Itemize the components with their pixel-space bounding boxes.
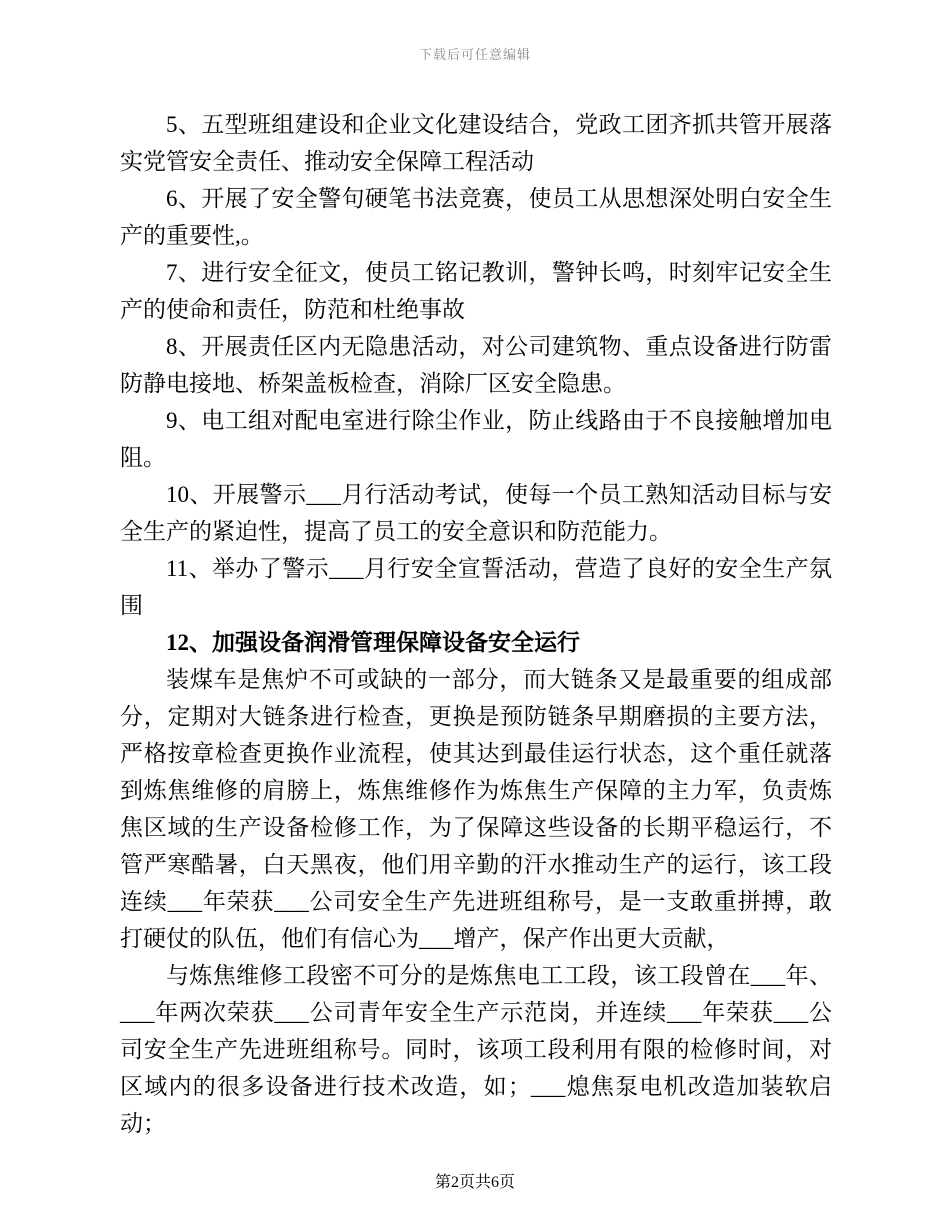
page-number: 第2页共6页 xyxy=(434,1174,515,1191)
paragraph-item-11: 11、举办了警示___月行安全宣誓活动，营造了良好的安全生产氛围 xyxy=(120,556,832,618)
paragraph-item-6: 6、开展了安全警句硬笔书法竞赛，使员工从思想深处明白安全生产的重要性,。 xyxy=(120,186,832,248)
paragraph-body-coking-maintenance: 装煤车是焦炉不可或缺的一部分，而大链条又是最重要的组成部分，定期对大链条进行检查，更换是预防链条早期磨损的主要方法，严格按章检查更换作业流程，使其达到最佳运行状态，这个重任就落到炼焦维修的肩膀上，炼焦维修作为炼焦生产保障的主力军，负责炼焦区域的生产设备检修工作，为了保障这些设备的长期平稳运行，不管严寒酷暑，白天黑夜，他们用辛勤的汗水推动生产的运行，该工段连续___年荣获___公司安全生产先进班组称号，是一支敢重拼搏，敢打硬仗的队伍，他们有信心为___增产，保产作出更大贡献， xyxy=(120,667,832,951)
paragraph-body-coking-electrician: 与炼焦维修工段密不可分的是炼焦电工工段，该工段曾在___年、___年两次荣获___公司青年安全生产示范岗，并连续___年荣获___公司安全生产先进班组称号。同时，该项工段利用有限的检修时间，对区域内的很多设备进行技术改造，如；___熄焦泵电机改造加装软启动； xyxy=(120,963,832,1136)
document-body xyxy=(120,106,832,1142)
paragraph-item-10: 10、开展警示___月行活动考试，使每一个员工熟知活动目标与安全生产的紧迫性，提高了员工的安全意识和防范能力。 xyxy=(120,482,832,544)
paragraph-item-7: 7、进行安全征文，使员工铭记教训，警钟长鸣，时刻牢记安全生产的使命和责任，防范和杜绝事故 xyxy=(120,260,832,322)
paragraph-item-5: 5、五型班组建设和企业文化建设结合，党政工团齐抓共管开展落实党管安全责任、推动安全保障工程活动 xyxy=(120,112,832,174)
edit-note: 下载后可任意编辑 xyxy=(418,47,531,62)
paragraph-heading-12: 12、加强设备润滑管理保障设备安全运行 xyxy=(166,630,580,655)
paragraph-item-8: 8、开展责任区内无隐患活动，对公司建筑物、重点设备进行防雷防静电接地、桥架盖板检查，消除厂区安全隐患。 xyxy=(120,334,832,396)
paragraph-item-9: 9、电工组对配电室进行除尘作业，防止线路由于不良接触增加电阻。 xyxy=(120,408,832,470)
